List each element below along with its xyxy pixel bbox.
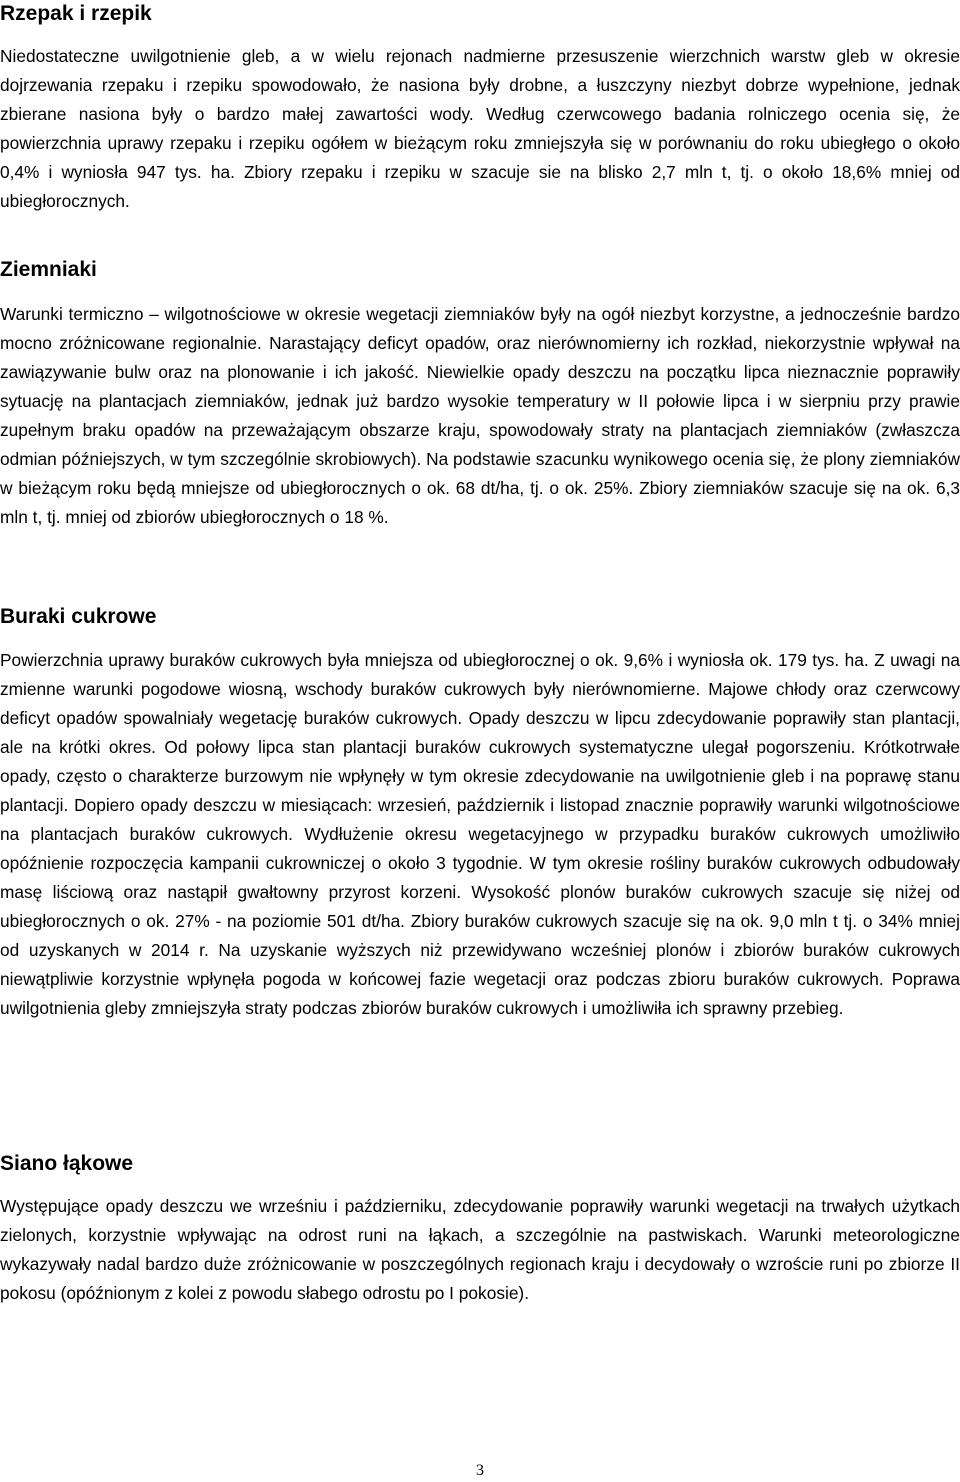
section-paragraph-siano: Występujące opady deszczu we wrześniu i październiku, zdecydowanie poprawiły warunki wegetacji na trwałych użytkach zielonych, korzystnie wpływając na odrost runi na łąkach, a szczególnie na pastwiskach. Warunki meteorologiczne wykazywały nadal bardzo duże zróżnicowanie w poszczególnych regionach kraju i decydowały o wzroście runi po zbiorze II pokosu (opóźnionym z kolei z powodu słabego odrostu po I pokosie). (0, 1196, 960, 1303)
section-heading-rzepak: Rzepak i rzepik (0, 2, 152, 25)
section-paragraph-rzepak: Niedostateczne uwilgotnienie gleb, a w wielu rejonach nadmierne przesuszenie wierzchnich warstw gleb w okresie dojrzewania rzepaku i rzepiku spowodowało, że nasiona były drobne, a łuszczyny niezbyt dobrze wypełnione, jednak zbierane nasiona były o bardzo małej zawartości wody. Według czerwcowego badania rolniczego ocenia się, że powierzchnia uprawy rzepaku i rzepiku ogółem w bieżącym roku zmniejszyła się w porównaniu do roku ubiegłego o około 0,4% i wyniosła 947 tys. ha. Zbiory rzepaku i rzepiku w szacuje sie na blisko 2,7 mln t, tj. o około 18,6% mniej od ubiegłorocznych. (0, 46, 960, 211)
section-heading-siano: Siano łąkowe (0, 1152, 134, 1175)
section-heading-ziemniaki: Ziemniaki (0, 258, 97, 281)
section-paragraph-ziemniaki: Warunki termiczno – wilgotnościowe w okresie wegetacji ziemniaków były na ogół niezbyt korzystne, a jednocześnie bardzo mocno zróżnicowane regionalnie. Narastający deficyt opadów, oraz nierównomierny ich rozkład, niekorzystnie wpływał na zawiązywanie bulw oraz na plonowanie i ich jakość. Niewielkie opady deszczu na początku lipca nieznacznie poprawiły sytuację na plantacjach ziemniaków, jednak już bardzo wysokie temperatury w II połowie lipca i w sierpniu przy prawie zupełnym braku opadów na przeważającym obszarze kraju, spowodowały straty na plantacjach ziemniaków (zwłaszcza odmian późniejszych, w tym szczególnie skrobiowych). Na podstawie szacunku wynikowego ocenia się, że plony ziemniaków w bieżącym roku będą mniejsze od ubiegłorocznych o ok. 68 dt/ha, tj. o ok. 25%. Zbiory ziemniaków szacuje się na ok. 6,3 mln t, tj. mniej od zbiorów ubiegłorocznych o 18 %. (0, 304, 960, 527)
page-number: 3 (476, 1462, 484, 1479)
section-heading-buraki: Buraki cukrowe (0, 605, 157, 628)
section-paragraph-buraki: Powierzchnia uprawy buraków cukrowych była mniejsza od ubiegłorocznej o ok. 9,6% i wyniosła ok. 179 tys. ha. Z uwagi na zmienne warunki pogodowe wiosną, wschody buraków cukrowych były nierównomierne. Majowe chłody oraz czerwcowy deficyt opadów spowalniały wegetację buraków cukrowych. Opady deszczu w lipcu zdecydowanie poprawiły stan plantacji, ale na krótki okres. Od połowy lipca stan plantacji buraków cukrowych systematyczne ulegał pogorszeniu. Krótkotrwałe opady, często o charakterze burzowym nie wpłynęły w tym okresie zdecydowanie na uwilgotnienie gleb i na poprawę stanu plantacji. Dopiero opady deszczu w miesiącach: wrzesień, październik i listopad znacznie poprawiły warunki wilgotnościowe na plantacjach buraków cukrowych. Wydłużenie okresu wegetacyjnego w przypadku buraków cukrowych umożliwiło opóźnienie rozpoczęcia kampanii cukrowniczej o około 3 tygodnie. W tym okresie rośliny buraków cukrowych odbudowały masę liściową oraz nastąpił gwałtowny przyrost korzeni. Wysokość plonów buraków cukrowych szacuje się niżej od ubiegłorocznych o ok. 27% - na poziomie 501 dt/ha. Zbiory buraków cukrowych szacuje się na ok. 9,0 mln t tj. o 34% mniej od uzyskanych w 2014 r. Na uzyskanie wyższych niż przewidywano wcześniej plonów i zbiorów buraków cukrowych niewątpliwie korzystnie wpłynęła pogoda w końcowej fazie wegetacji oraz podczas zbioru buraków cukrowych. Poprawa uwilgotnienia gleby zmniejszyła straty podczas zbiorów buraków cukrowych i umożliwiła ich sprawny przebieg. (0, 650, 960, 1018)
